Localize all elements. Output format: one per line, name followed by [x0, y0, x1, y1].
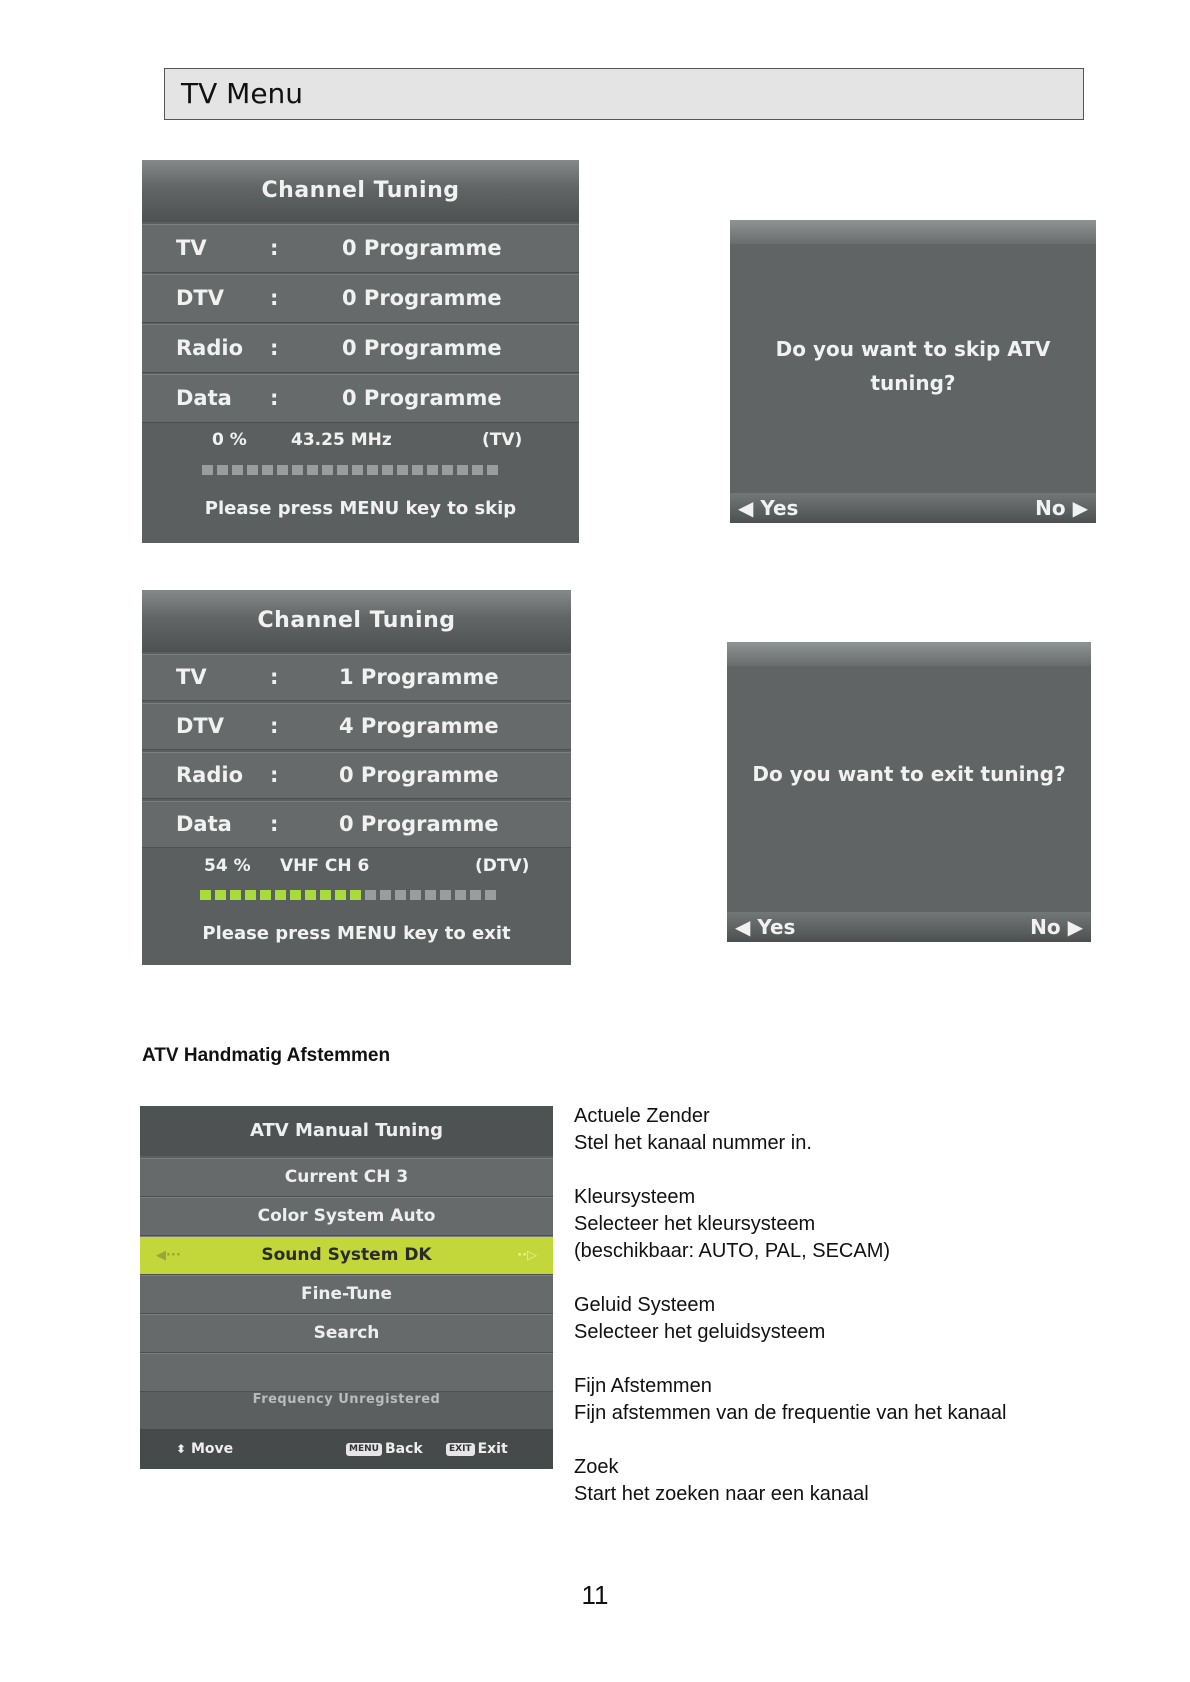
row-data: Data : 0 Programme	[142, 801, 571, 848]
progress-segment	[352, 465, 363, 475]
progress-segment	[470, 890, 481, 900]
progress-segment	[275, 890, 286, 900]
progress-segment	[457, 465, 468, 475]
progress-bar	[202, 465, 498, 475]
row-dtv: DTV : 0 Programme	[142, 274, 579, 323]
exit-hint: Please press MENU key to exit	[202, 923, 511, 944]
tuning-status	[142, 854, 571, 878]
row-tv: TV : 1 Programme	[142, 654, 571, 701]
progress-bar	[200, 890, 496, 900]
menu-item-fine-tune[interactable]: Fine-Tune	[140, 1275, 553, 1314]
menu-title: ATV Manual Tuning	[140, 1106, 553, 1156]
progress-segment	[380, 890, 391, 900]
progress-segment	[230, 890, 241, 900]
dialog-footer	[727, 912, 1091, 942]
description-text: Stel het kanaal nummer in.	[574, 1132, 812, 1154]
row-dtv: DTV : 4 Programme	[142, 703, 571, 750]
menu-item-label: Sound System DK	[261, 1245, 432, 1265]
progress-segment	[382, 465, 393, 475]
dialog-message: Do you want to exit tuning?	[752, 762, 1066, 786]
skip-atv-dialog	[730, 220, 1096, 523]
progress-segment	[427, 465, 438, 475]
panel-title: Channel Tuning	[142, 590, 571, 652]
menu-footer	[140, 1429, 553, 1469]
no-button[interactable]: No ▶	[1035, 496, 1088, 520]
exit-hint[interactable]: EXIT Exit	[446, 1429, 508, 1469]
tuning-mode: (DTV)	[475, 856, 530, 876]
section-header: TV Menu	[164, 68, 1084, 120]
progress-segment	[485, 890, 496, 900]
progress-segment	[217, 465, 228, 475]
progress-segment	[455, 890, 466, 900]
progress-segment	[367, 465, 378, 475]
atv-section-heading: ATV Handmatig Afstemmen	[142, 1045, 391, 1066]
menu-empty-row	[140, 1353, 553, 1392]
description-title: Geluid Systeem	[574, 1294, 716, 1316]
description-current-channel	[574, 1103, 1134, 1157]
up-down-icon: ⬍	[176, 1442, 187, 1456]
yes-button[interactable]: ◀ Yes	[735, 915, 796, 939]
back-hint[interactable]: MENU Back	[346, 1429, 423, 1469]
progress-segment	[410, 890, 421, 900]
dialog-top-bar	[727, 642, 1091, 666]
progress-segment	[305, 890, 316, 900]
menu-item-current-ch[interactable]: Current CH 3	[140, 1158, 553, 1197]
progress-segment	[487, 465, 498, 475]
progress-segment	[215, 890, 226, 900]
progress-segment	[337, 465, 348, 475]
channel-tuning-panel-2	[142, 590, 571, 965]
description-title: Actuele Zender	[574, 1105, 710, 1127]
yes-button[interactable]: ◀ Yes	[738, 496, 799, 520]
menu-key-icon: MENU	[346, 1443, 382, 1456]
description-title: Fijn Afstemmen	[574, 1375, 712, 1397]
menu-item-color-system[interactable]: Color System Auto	[140, 1197, 553, 1236]
progress-segment	[395, 890, 406, 900]
progress-segment	[335, 890, 346, 900]
progress-segment	[247, 465, 258, 475]
frequency-status: Frequency Unregistered	[252, 1392, 441, 1407]
left-arrow-icon: ◀···	[156, 1248, 181, 1263]
description-text: Selecteer het geluidsysteem	[574, 1321, 826, 1343]
dialog-top-bar	[730, 220, 1096, 244]
progress-segment	[350, 890, 361, 900]
dialog-message: Do you want to skip ATV tuning?	[775, 337, 1051, 395]
tuning-frequency: 43.25 MHz	[291, 430, 392, 450]
progress-segment	[245, 890, 256, 900]
row-tv: TV : 0 Programme	[142, 224, 579, 273]
exit-key-icon: EXIT	[446, 1443, 475, 1456]
page-number: 11	[581, 1580, 609, 1610]
progress-segment	[262, 465, 273, 475]
description-text: (beschikbaar: AUTO, PAL, SECAM)	[574, 1240, 891, 1262]
progress-segment	[397, 465, 408, 475]
description-text: Selecteer het kleursysteem	[574, 1213, 816, 1235]
progress-segment	[442, 465, 453, 475]
no-button[interactable]: No ▶	[1030, 915, 1083, 939]
progress-segment	[425, 890, 436, 900]
description-fine-tune	[574, 1373, 1134, 1427]
row-radio: Radio : 0 Programme	[142, 752, 571, 799]
progress-segment	[307, 465, 318, 475]
progress-segment	[290, 890, 301, 900]
menu-item-sound-system[interactable]	[140, 1236, 553, 1275]
move-hint: ⬍ Move	[176, 1441, 234, 1457]
progress-segment	[322, 465, 333, 475]
progress-segment	[440, 890, 451, 900]
channel-tuning-panel-1	[142, 160, 579, 543]
exit-tuning-dialog	[727, 642, 1091, 942]
progress-segment	[412, 465, 423, 475]
tuning-mode: (TV)	[482, 430, 523, 450]
dialog-footer	[730, 493, 1096, 523]
skip-hint: Please press MENU key to skip	[204, 498, 517, 519]
progress-segment	[292, 465, 303, 475]
progress-segment	[365, 890, 376, 900]
menu-item-search[interactable]: Search	[140, 1314, 553, 1353]
description-text: Start het zoeken naar een kanaal	[574, 1483, 869, 1505]
progress-segment	[232, 465, 243, 475]
tuning-percent: 0 %	[212, 430, 247, 450]
row-radio: Radio : 0 Programme	[142, 324, 579, 373]
progress-segment	[260, 890, 271, 900]
description-search	[574, 1454, 1134, 1508]
description-text: Fijn afstemmen van de frequentie van het kanaal	[574, 1402, 1007, 1424]
atv-manual-tuning-menu	[140, 1106, 553, 1469]
tuning-status	[142, 428, 579, 452]
tuning-frequency: VHF CH 6	[280, 856, 370, 876]
description-color-system	[574, 1184, 1134, 1265]
progress-segment	[202, 465, 213, 475]
progress-segment	[200, 890, 211, 900]
panel-title: Channel Tuning	[142, 160, 579, 222]
progress-segment	[472, 465, 483, 475]
tuning-percent: 54 %	[204, 856, 251, 876]
progress-segment	[277, 465, 288, 475]
progress-segment	[320, 890, 331, 900]
row-data: Data : 0 Programme	[142, 374, 579, 423]
right-arrow-icon: ··▷	[517, 1248, 537, 1263]
description-title: Kleursysteem	[574, 1186, 696, 1208]
description-title: Zoek	[574, 1456, 619, 1478]
description-sound-system	[574, 1292, 1134, 1346]
